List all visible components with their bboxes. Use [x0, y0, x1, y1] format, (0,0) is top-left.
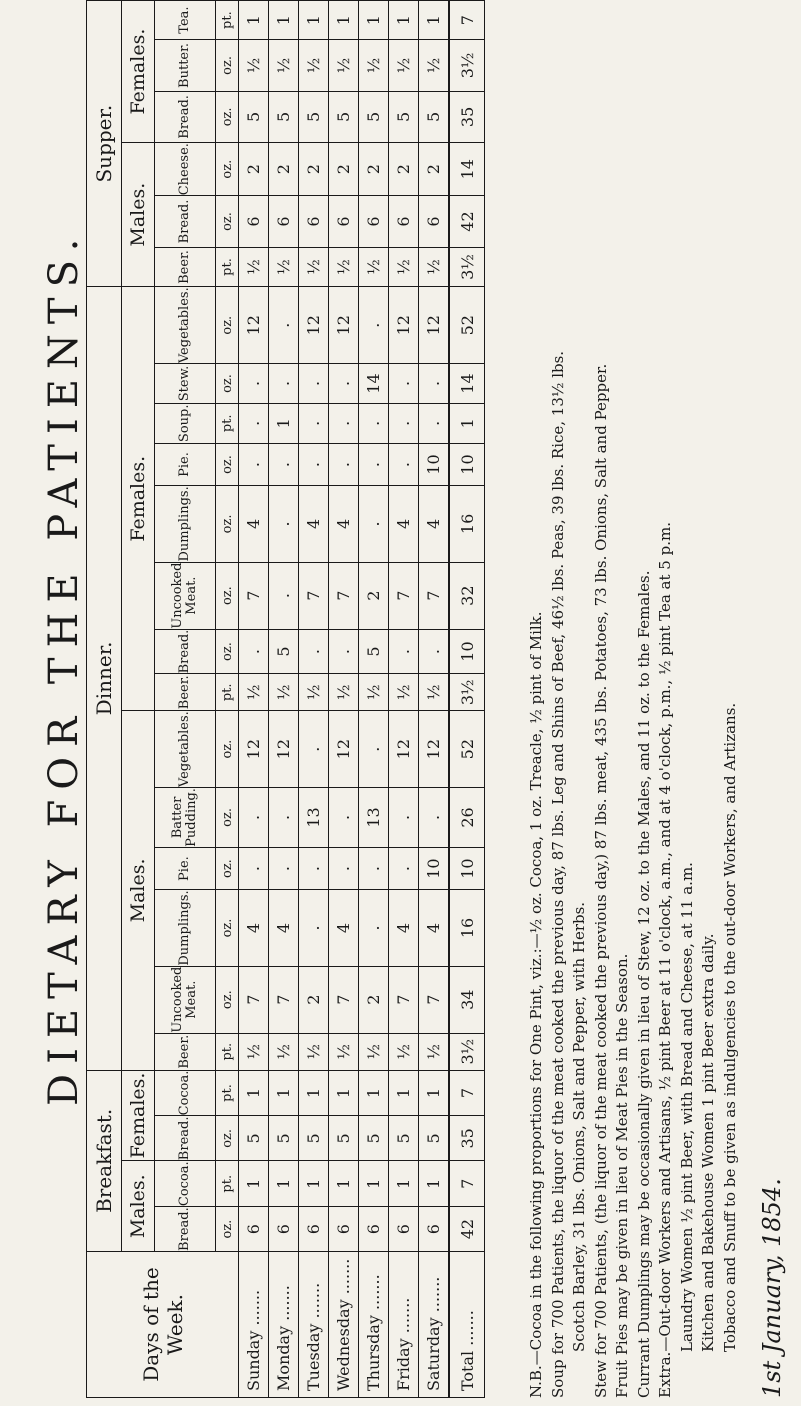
- cell-d-f-stew: .: [419, 364, 450, 404]
- cell-d-f-veg: 12: [389, 287, 419, 364]
- page-title: DIETARY FOR THE PATIENTS.: [40, 228, 87, 1106]
- cell-d-m-beer: ½: [269, 1033, 299, 1070]
- cell-d-m-meat: 7: [269, 966, 299, 1033]
- cell-b-f-cocoa: 1: [239, 1070, 269, 1116]
- cell-d-f-soup: .: [239, 403, 269, 443]
- cell-d-f-bread: .: [299, 629, 329, 674]
- table-row: [419, 1, 450, 1398]
- day-name: Saturday: [424, 1317, 443, 1391]
- cell-d-f-meat: 7: [329, 562, 359, 629]
- cell-d-f-meat: 7: [239, 562, 269, 629]
- cell-s-m-beer: ½: [269, 247, 299, 287]
- cell-s-m-cheese: 2: [269, 143, 299, 196]
- unit-d-f-beer: pt.: [216, 674, 239, 711]
- cell-d-f-beer: ½: [299, 674, 329, 711]
- cell-s-f-bread: 5: [299, 91, 329, 142]
- cell-s-m-bread: 6: [329, 196, 359, 247]
- total-b-m-bread: 42: [449, 1207, 485, 1252]
- unit-d-f-stew: oz.: [216, 364, 239, 404]
- cell-d-f-pie: 10: [419, 443, 450, 486]
- note-line: Currant Dumplings may be occasionally given in lieu of Stew, 12 oz. to the Males, and 11 oz. to the Females.: [634, 570, 653, 1398]
- cell-d-f-stew: .: [329, 364, 359, 404]
- cell-d-m-dump: 4: [389, 890, 419, 966]
- cell-d-f-bread: .: [419, 629, 450, 674]
- col-d-f-meat: Uncooked Meat.: [155, 562, 216, 629]
- cell-d-m-pie: .: [269, 847, 299, 890]
- col-d-m-beer: Beer.: [155, 1033, 216, 1070]
- breakfast-header: Breakfast.: [87, 1070, 122, 1251]
- table-row: [269, 1, 299, 1398]
- col-s-m-bread: Bread.: [155, 196, 216, 247]
- cell-d-f-stew: .: [269, 364, 299, 404]
- cell-s-f-bread: 5: [239, 91, 269, 142]
- cell-d-m-dump: 4: [269, 890, 299, 966]
- cell-s-f-butter: ½: [389, 40, 419, 92]
- cell-d-m-batter: .: [329, 788, 359, 848]
- note-line: Extra.—Out-door Workers and Artisans, ½ pint Beer at 11 o'clock, a.m., and at 4 o'clock, p.m., ½ pint Tea at 5 p.m.: [656, 522, 674, 1398]
- leader-dots: .......: [304, 1282, 323, 1319]
- cell-b-m-bread: 6: [389, 1207, 419, 1252]
- cell-s-m-bread: 6: [299, 196, 329, 247]
- cell-d-f-pie: .: [359, 443, 389, 486]
- cell-d-f-dump: 4: [389, 486, 419, 562]
- cell-d-m-veg: .: [299, 711, 329, 788]
- unit-d-f-bread: oz.: [216, 629, 239, 674]
- cell-d-f-pie: .: [389, 443, 419, 486]
- cell-s-f-bread: 5: [329, 91, 359, 142]
- unit-s-m-bread: oz.: [216, 196, 239, 247]
- cell-s-m-cheese: 2: [359, 143, 389, 196]
- cell-d-m-beer: ½: [419, 1033, 450, 1070]
- leader-dots: .......: [424, 1276, 443, 1313]
- col-s-f-butter: Butter.: [155, 40, 216, 92]
- cell-d-m-veg: .: [359, 711, 389, 788]
- cell-b-m-bread: 6: [329, 1207, 359, 1252]
- note-line: Laundry Women ½ pint Beer, with Bread and Cheese, at 11 a.m.: [677, 862, 696, 1352]
- cell-d-f-dump: 4: [419, 486, 450, 562]
- unit-s-m-beer: pt.: [216, 247, 239, 287]
- cell-d-f-pie: .: [269, 443, 299, 486]
- total-d-f-beer: 3½: [449, 674, 485, 711]
- notes-section: [526, 8, 741, 1398]
- unit-d-m-pie: oz.: [216, 847, 239, 890]
- cell-s-f-tea: 1: [359, 1, 389, 40]
- unit-b-f-bread: oz.: [216, 1116, 239, 1161]
- cell-b-f-bread: 5: [239, 1116, 269, 1161]
- unit-d-m-dump: oz.: [216, 890, 239, 966]
- cell-d-f-beer: ½: [239, 674, 269, 711]
- cell-b-m-cocoa: 1: [359, 1161, 389, 1207]
- cell-b-f-cocoa: 1: [329, 1070, 359, 1116]
- total-d-m-beer: 3½: [449, 1033, 485, 1070]
- cell-b-m-cocoa: 1: [239, 1161, 269, 1207]
- day-name: Tuesday: [304, 1323, 323, 1391]
- table-row: [389, 1, 419, 1398]
- total-s-m-beer: 3½: [449, 247, 485, 287]
- cell-s-f-butter: ½: [269, 40, 299, 92]
- cell-d-m-beer: ½: [299, 1033, 329, 1070]
- table-row: [329, 1, 359, 1398]
- day-label: [329, 1252, 359, 1398]
- cell-s-m-bread: 6: [239, 196, 269, 247]
- total-b-m-cocoa: 7: [449, 1161, 485, 1207]
- total-row: [449, 1, 485, 1398]
- cell-s-m-bread: 6: [359, 196, 389, 247]
- cell-d-f-meat: .: [269, 562, 299, 629]
- dinner-females-header: Females.: [122, 287, 155, 711]
- cell-d-f-veg: .: [269, 287, 299, 364]
- day-label: [419, 1252, 450, 1398]
- dietary-table: [86, 0, 485, 1398]
- col-s-f-bread: Bread.: [155, 91, 216, 142]
- unit-d-f-pie: oz.: [216, 443, 239, 486]
- note-line: Soup for 700 Patients, the liquor of the meat cooked the previous day, 87 lbs. Leg and Shins of Beef, 46½ lbs. Peas, 39 lbs. Rice, 13½ lbs.: [548, 350, 567, 1398]
- unit-b-m-cocoa: pt.: [216, 1161, 239, 1207]
- cell-d-f-pie: .: [239, 443, 269, 486]
- unit-s-f-tea: pt.: [216, 1, 239, 40]
- cell-s-f-bread: 5: [359, 91, 389, 142]
- cell-b-f-bread: 5: [329, 1116, 359, 1161]
- cell-b-m-bread: 6: [359, 1207, 389, 1252]
- col-d-m-veg: Vegetables.: [155, 711, 216, 788]
- cell-b-m-bread: 6: [239, 1207, 269, 1252]
- note-line: Fruit Pies may be given in lieu of Meat Pies in the Season.: [613, 953, 631, 1398]
- cell-s-f-butter: ½: [419, 40, 450, 92]
- cell-b-f-cocoa: 1: [299, 1070, 329, 1116]
- cell-s-f-tea: 1: [239, 1, 269, 40]
- cell-s-m-beer: ½: [299, 247, 329, 287]
- cell-d-f-soup: .: [329, 403, 359, 443]
- cell-b-f-cocoa: 1: [359, 1070, 389, 1116]
- total-d-m-meat: 34: [449, 966, 485, 1033]
- table-row: [359, 1, 389, 1398]
- day-name: Friday: [394, 1338, 413, 1391]
- date-line: 1st January, 1854.: [758, 1178, 786, 1398]
- cell-d-m-meat: 2: [359, 966, 389, 1033]
- unit-b-m-bread: oz.: [216, 1207, 239, 1252]
- col-d-m-meat: Uncooked Meat.: [155, 966, 216, 1033]
- cell-d-f-bread: 5: [359, 629, 389, 674]
- cell-b-f-bread: 5: [359, 1116, 389, 1161]
- cell-d-f-dump: .: [269, 486, 299, 562]
- col-d-m-pie: Pie.: [155, 847, 216, 890]
- col-d-f-veg: Vegetables.: [155, 287, 216, 364]
- cell-d-m-dump: 4: [419, 890, 450, 966]
- col-s-m-beer: Beer.: [155, 247, 216, 287]
- col-d-f-dumplings: Dumplings.: [155, 486, 216, 562]
- cell-s-m-cheese: 2: [389, 143, 419, 196]
- cell-s-f-butter: ½: [359, 40, 389, 92]
- total-s-f-tea: 7: [449, 1, 485, 40]
- day-name: Sunday: [244, 1330, 263, 1391]
- cell-d-f-stew: .: [389, 364, 419, 404]
- cell-b-m-cocoa: 1: [329, 1161, 359, 1207]
- cell-d-m-dump: 4: [239, 890, 269, 966]
- cell-s-m-cheese: 2: [419, 143, 450, 196]
- cell-d-m-meat: 2: [299, 966, 329, 1033]
- cell-b-f-cocoa: 1: [269, 1070, 299, 1116]
- cell-s-f-butter: ½: [329, 40, 359, 92]
- total-text: Total: [457, 1350, 477, 1391]
- col-d-f-stew: Stew.: [155, 364, 216, 404]
- cell-b-f-bread: 5: [299, 1116, 329, 1161]
- cell-d-m-pie: .: [389, 847, 419, 890]
- cell-d-f-meat: 7: [299, 562, 329, 629]
- day-label: [269, 1252, 299, 1398]
- col-s-f-tea: Tea.: [155, 1, 216, 40]
- cell-b-m-bread: 6: [299, 1207, 329, 1252]
- cell-b-m-cocoa: 1: [299, 1161, 329, 1207]
- dinner-header: Dinner.: [87, 287, 122, 1070]
- col-b-f-bread: Bread.: [155, 1116, 216, 1161]
- cell-s-f-butter: ½: [299, 40, 329, 92]
- col-d-f-bread: Bread.: [155, 629, 216, 674]
- unit-b-f-cocoa: pt.: [216, 1070, 239, 1116]
- note-line: N.B.—Cocoa in the following proportions for One Pint, viz.:—½ oz. Cocoa, 1 oz. Treacle, ½ pint of Milk.: [527, 611, 545, 1398]
- table-row: [299, 1, 329, 1398]
- supper-females-header: Females.: [122, 1, 155, 143]
- cell-d-m-dump: .: [359, 890, 389, 966]
- cell-d-m-dump: .: [299, 890, 329, 966]
- unit-d-m-meat: oz.: [216, 966, 239, 1033]
- total-b-f-cocoa: 7: [449, 1070, 485, 1116]
- cell-s-m-beer: ½: [359, 247, 389, 287]
- total-s-m-cheese: 14: [449, 143, 485, 196]
- cell-d-f-soup: 1: [269, 403, 299, 443]
- cell-b-f-cocoa: 1: [389, 1070, 419, 1116]
- cell-s-f-tea: 1: [329, 1, 359, 40]
- total-label: [449, 1252, 485, 1398]
- unit-d-f-meat: oz.: [216, 562, 239, 629]
- total-s-f-bread: 35: [449, 91, 485, 142]
- unit-d-m-veg: oz.: [216, 711, 239, 788]
- day-label: [239, 1252, 269, 1398]
- cell-d-f-meat: 7: [419, 562, 450, 629]
- dinner-males-header: Males.: [122, 711, 155, 1070]
- cell-d-m-batter: 13: [299, 788, 329, 848]
- cell-d-f-veg: 12: [299, 287, 329, 364]
- col-d-m-batter: Batter Pudding.: [155, 788, 216, 848]
- days-of-week-header: Days of the Week.: [87, 1252, 239, 1398]
- day-label: [299, 1252, 329, 1398]
- cell-d-f-stew: .: [239, 364, 269, 404]
- cell-b-m-bread: 6: [419, 1207, 450, 1252]
- cell-d-m-pie: .: [239, 847, 269, 890]
- cell-d-f-beer: ½: [269, 674, 299, 711]
- cell-b-f-bread: 5: [269, 1116, 299, 1161]
- col-d-f-beer: Beer.: [155, 674, 216, 711]
- cell-d-m-beer: ½: [359, 1033, 389, 1070]
- col-d-f-pie: Pie.: [155, 443, 216, 486]
- table-row: [239, 1, 269, 1398]
- cell-d-m-veg: 12: [419, 711, 450, 788]
- cell-d-f-pie: .: [329, 443, 359, 486]
- note-line: Stew for 700 Patients, (the liquor of the meat cooked the previous day,) 87 lbs. meat, 435 lbs. Potatoes, 73 lbs. Onions, Salt and Pepper.: [591, 363, 610, 1398]
- total-d-m-veg: 52: [449, 711, 485, 788]
- supper-header: Supper.: [87, 1, 122, 287]
- cell-d-f-dump: 4: [299, 486, 329, 562]
- leader-dots: .......: [364, 1274, 383, 1310]
- cell-d-f-soup: .: [299, 403, 329, 443]
- cell-d-f-beer: ½: [419, 674, 450, 711]
- total-d-f-meat: 32: [449, 562, 485, 629]
- total-d-m-batter: 26: [449, 788, 485, 848]
- cell-s-f-butter: ½: [239, 40, 269, 92]
- cell-d-f-veg: 12: [329, 287, 359, 364]
- unit-d-f-dump: oz.: [216, 486, 239, 562]
- leader-dots: .......: [244, 1289, 263, 1326]
- unit-d-m-batter: oz.: [216, 788, 239, 848]
- total-d-f-pie: 10: [449, 443, 485, 486]
- cell-d-f-bread: 5: [269, 629, 299, 674]
- leader-dots: .......: [394, 1297, 413, 1334]
- col-d-f-soup: Soup.: [155, 403, 216, 443]
- total-d-m-dump: 16: [449, 890, 485, 966]
- unit-s-f-bread: oz.: [216, 91, 239, 142]
- cell-d-m-pie: 10: [419, 847, 450, 890]
- cell-d-m-veg: 12: [389, 711, 419, 788]
- cell-s-m-beer: ½: [239, 247, 269, 287]
- cell-s-m-beer: ½: [329, 247, 359, 287]
- cell-d-m-batter: .: [389, 788, 419, 848]
- breakfast-males-header: Males.: [122, 1161, 155, 1252]
- cell-d-f-stew: 14: [359, 364, 389, 404]
- unit-d-f-veg: oz.: [216, 287, 239, 364]
- unit-s-m-cheese: oz.: [216, 143, 239, 196]
- leader-dots: .......: [334, 1258, 353, 1295]
- cell-d-f-soup: .: [389, 403, 419, 443]
- cell-s-f-tea: 1: [419, 1, 450, 40]
- cell-d-f-meat: 7: [389, 562, 419, 629]
- cell-d-f-dump: .: [359, 486, 389, 562]
- unit-s-f-butter: oz.: [216, 40, 239, 92]
- total-d-m-pie: 10: [449, 847, 485, 890]
- note-line: Kitchen and Bakehouse Women 1 pint Beer extra daily.: [699, 933, 717, 1352]
- cell-b-f-bread: 5: [389, 1116, 419, 1161]
- cell-d-f-pie: .: [299, 443, 329, 486]
- cell-d-f-beer: ½: [389, 674, 419, 711]
- cell-s-f-tea: 1: [269, 1, 299, 40]
- cell-b-f-cocoa: 1: [419, 1070, 450, 1116]
- cell-d-m-batter: 13: [359, 788, 389, 848]
- cell-s-m-cheese: 2: [329, 143, 359, 196]
- cell-d-m-batter: .: [419, 788, 450, 848]
- cell-b-m-cocoa: 1: [389, 1161, 419, 1207]
- cell-s-m-bread: 6: [389, 196, 419, 247]
- day-name: Wednesday: [334, 1299, 353, 1391]
- cell-s-m-beer: ½: [419, 247, 450, 287]
- cell-d-f-beer: ½: [329, 674, 359, 711]
- cell-d-m-dump: 4: [329, 890, 359, 966]
- col-d-m-dumplings: Dumplings.: [155, 890, 216, 966]
- cell-s-f-tea: 1: [299, 1, 329, 40]
- leader-dots: .......: [274, 1285, 293, 1321]
- col-b-m-bread: Bread.: [155, 1207, 216, 1252]
- cell-d-f-soup: .: [359, 403, 389, 443]
- leader-dots: .......: [457, 1310, 477, 1346]
- total-d-f-stew: 14: [449, 364, 485, 404]
- cell-s-f-bread: 5: [389, 91, 419, 142]
- supper-males-header: Males.: [122, 143, 155, 287]
- cell-d-m-meat: 7: [419, 966, 450, 1033]
- cell-d-f-meat: 2: [359, 562, 389, 629]
- cell-d-f-veg: 12: [239, 287, 269, 364]
- cell-s-f-tea: 1: [389, 1, 419, 40]
- cell-d-f-dump: 4: [239, 486, 269, 562]
- breakfast-females-header: Females.: [122, 1070, 155, 1161]
- cell-s-f-bread: 5: [269, 91, 299, 142]
- unit-d-m-beer: pt.: [216, 1033, 239, 1070]
- cell-d-f-stew: .: [299, 364, 329, 404]
- cell-d-m-pie: .: [359, 847, 389, 890]
- cell-d-f-bread: .: [239, 629, 269, 674]
- total-d-f-bread: 10: [449, 629, 485, 674]
- cell-s-m-cheese: 2: [239, 143, 269, 196]
- cell-d-m-meat: 7: [389, 966, 419, 1033]
- col-b-m-cocoa: Cocoa.: [155, 1161, 216, 1207]
- cell-d-f-veg: 12: [419, 287, 450, 364]
- cell-d-m-veg: 12: [329, 711, 359, 788]
- cell-d-f-soup: .: [419, 403, 450, 443]
- cell-d-f-beer: ½: [359, 674, 389, 711]
- note-line: Scotch Barley, 31 lbs. Onions, Salt and Pepper, with Herbs.: [570, 901, 588, 1352]
- cell-d-m-batter: .: [239, 788, 269, 848]
- cell-d-m-beer: ½: [389, 1033, 419, 1070]
- cell-d-m-beer: ½: [329, 1033, 359, 1070]
- total-s-f-butter: 3½: [449, 40, 485, 92]
- cell-d-m-meat: 7: [239, 966, 269, 1033]
- day-name: Monday: [274, 1325, 293, 1391]
- day-label: [389, 1252, 419, 1398]
- cell-d-f-veg: .: [359, 287, 389, 364]
- total-s-m-bread: 42: [449, 196, 485, 247]
- cell-d-m-veg: 12: [239, 711, 269, 788]
- col-s-m-cheese: Cheese.: [155, 143, 216, 196]
- total-d-f-soup: 1: [449, 403, 485, 443]
- cell-s-m-cheese: 2: [299, 143, 329, 196]
- cell-b-m-cocoa: 1: [269, 1161, 299, 1207]
- cell-d-m-batter: .: [269, 788, 299, 848]
- cell-s-m-bread: 6: [419, 196, 450, 247]
- cell-d-f-dump: 4: [329, 486, 359, 562]
- cell-d-m-beer: ½: [239, 1033, 269, 1070]
- day-label: [359, 1252, 389, 1398]
- total-d-f-dump: 16: [449, 486, 485, 562]
- cell-d-m-pie: .: [299, 847, 329, 890]
- cell-d-m-meat: 7: [329, 966, 359, 1033]
- cell-s-m-beer: ½: [389, 247, 419, 287]
- cell-d-m-pie: .: [329, 847, 359, 890]
- cell-b-f-bread: 5: [419, 1116, 450, 1161]
- note-line: Tobacco and Snuff to be given as indulgencies to the out-door Workers, and Artizans.: [720, 702, 739, 1352]
- cell-s-m-bread: 6: [269, 196, 299, 247]
- cell-s-f-bread: 5: [419, 91, 450, 142]
- total-d-f-veg: 52: [449, 287, 485, 364]
- day-name: Thursday: [364, 1315, 383, 1391]
- col-b-f-cocoa: Cocoa.: [155, 1070, 216, 1116]
- cell-d-m-veg: 12: [269, 711, 299, 788]
- cell-b-m-cocoa: 1: [419, 1161, 450, 1207]
- total-b-f-bread: 35: [449, 1116, 485, 1161]
- unit-d-f-soup: pt.: [216, 403, 239, 443]
- cell-b-m-bread: 6: [269, 1207, 299, 1252]
- cell-d-f-bread: .: [389, 629, 419, 674]
- cell-d-f-bread: .: [329, 629, 359, 674]
